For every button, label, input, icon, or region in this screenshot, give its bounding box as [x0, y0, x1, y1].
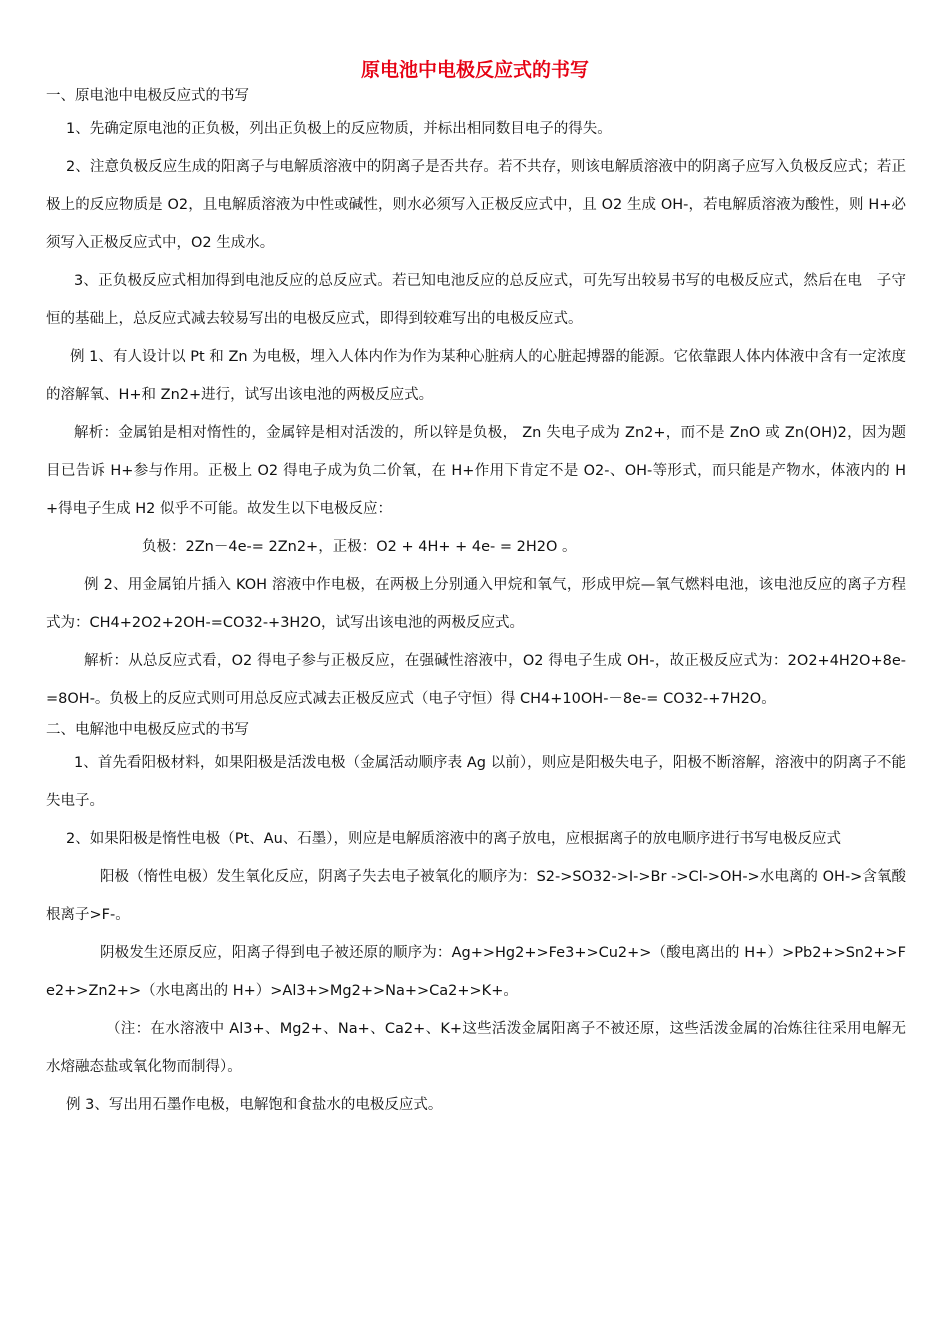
paragraph-example-3: 例 3、写出用石墨作电极，电解饱和食盐水的电极反应式。	[66, 1097, 443, 1113]
paragraph-example-1: 例 1、有人设计以 Pt 和 Zn 为电极，埋入人体内作为作为某种心脏病人的心脏起搏器的能源。它依靠跟人体内体液中含有一定浓度的溶解氧、H+和 Zn2+进行，试写出该电池的两极反应式。	[46, 349, 906, 403]
section-heading-primary-cell: 一、原电池中电极反应式的书写	[46, 88, 249, 104]
paragraph-step-1: 1、先确定原电池的正负极，列出正负极上的反应物质，并标出相同数目电子的得失。	[66, 121, 612, 137]
section-heading-electrolytic-cell: 二、电解池中电极反应式的书写	[46, 722, 249, 738]
paragraph-anode-order: 阳极（惰性电极）发生氧化反应，阴离子失去电子被氧化的顺序为：S2->SO32->I->Br ->Cl->OH->水电离的 OH->含氧酸根离子>F-。	[46, 869, 906, 923]
paragraph-cathode-order: 阴极发生还原反应，阳离子得到电子被还原的顺序为：Ag+>Hg2+>Fe3+>Cu2+>（酸电离出的 H+）>Pb2+>Sn2+>Fe2+>Zn2+>（水电离出的 H+）>Al3+>Mg2+>Na+>Ca2+>K+。	[46, 945, 906, 999]
paragraph-electrolysis-step-2: 2、如果阳极是惰性电极（Pt、Au、石墨），则应是电解质溶液中的离子放电，应根据离子的放电顺序进行书写电极反应式	[66, 831, 842, 847]
paragraph-electrolysis-step-1: 1、首先看阳极材料，如果阳极是活泼电极（金属活动顺序表 Ag 以前），则应是阳极失电子，阳极不断溶解，溶液中的阴离子不能失电子。	[46, 755, 906, 809]
paragraph-note: （注：在水溶液中 Al3+、Mg2+、Na+、Ca2+、K+这些活泼金属阳离子不被还原，这些活泼金属的冶炼往往采用电解无水熔融态盐或氧化物而制得）。	[46, 1021, 906, 1075]
paragraph-example-2: 例 2、用金属铂片插入 KOH 溶液中作电极，在两极上分别通入甲烷和氧气，形成甲烷—氧气燃料电池，该电池反应的离子方程式为：CH4+2O2+2OH-=CO32-+3H2O，试写出该电池的两极反应式。	[46, 577, 906, 631]
document-title: 原电池中电极反应式的书写	[360, 59, 589, 81]
paragraph-analysis-1: 解析：金属铂是相对惰性的，金属锌是相对活泼的，所以锌是负极， Zn 失电子成为 Zn2+，而不是 ZnO 或 Zn(OH)2，因为题目已告诉 H+参与作用。正极上 O2 得电子成为负二价氧，在 H+作用下肯定不是 O2-、OH-等形式，而只能是产物水，体液内的 H+得电子生成 H2 似乎不可能。故发生以下电极反应：	[46, 425, 906, 517]
paragraph-equations-1: 负极：2Zn－4e-= 2Zn2+，正极：O2 + 4H+ + 4e- = 2H2O 。	[142, 539, 577, 555]
paragraph-step-2: 2、注意负极反应生成的阳离子与电解质溶液中的阴离子是否共存。若不共存，则该电解质溶液中的阴离子应写入负极反应式；若正极上的反应物质是 O2，且电解质溶液为中性或碱性，则水必须写入正极反应式中，且 O2 生成 OH-，若电解质溶液为酸性，则 H+必须写入正极反应式中，O2 生成水。	[46, 159, 906, 251]
paragraph-analysis-2: 解析：从总反应式看，O2 得电子参与正极反应，在强碱性溶液中，O2 得电子生成 OH-，故正极反应式为：2O2+4H2O+8e- =8OH-。负极上的反应式则可用总反应式减去正极反应式（电子守恒）得 CH4+10OH-－8e-= CO32-+7H2O。	[46, 653, 906, 707]
paragraph-step-3: 3、正负极反应式相加得到电池反应的总反应式。若已知电池反应的总反应式，可先写出较易书写的电极反应式，然后在电 子守恒的基础上，总反应式减去较易写出的电极反应式，即得到较难写出的电极反应式。	[46, 273, 906, 327]
document-body	[46, 84, 906, 1124]
